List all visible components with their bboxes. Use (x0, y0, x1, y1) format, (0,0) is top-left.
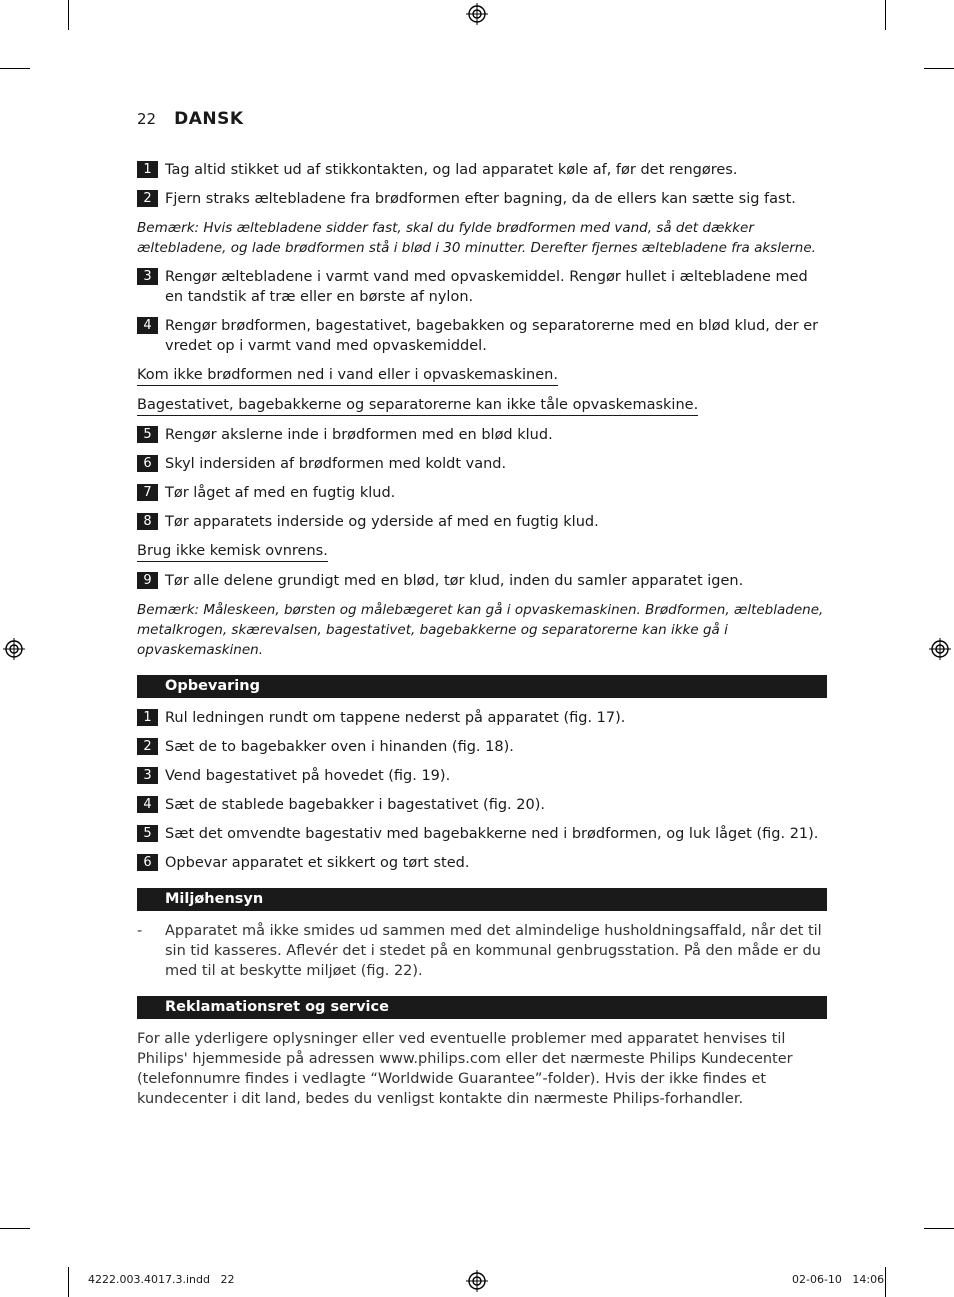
step-item (137, 454, 827, 474)
step-number: 1 (137, 709, 158, 726)
step-number: 5 (137, 426, 158, 443)
footer-date: 02-06-10 14:06 (792, 1273, 885, 1286)
step-text: Tag altid stikket ud af stikkontakten, og lad apparatet køle af, før det rengøres. (165, 162, 738, 178)
step-text: Rengør akslerne inde i brødformen med en blød klud. (165, 427, 553, 443)
crop-mark (68, 0, 69, 30)
step-number: 3 (137, 268, 158, 285)
step-number: 8 (137, 513, 158, 530)
bullet-text: Apparatet må ikke smides ud sammen med det almindelige husholdningsaffald, når det til sin tid kasseres. Aflevér det i stedet på en kommunal genbrugsstation. På den måde er du med til at beskytte miljøet (fig. 22). (165, 923, 822, 979)
crop-mark (924, 68, 954, 69)
step-item (137, 512, 827, 532)
step-text: Tør låget af med en fugtig klud. (165, 485, 396, 501)
step-item (137, 425, 827, 445)
page-header (137, 109, 244, 129)
step-text: Rul ledningen rundt om tappene nederst på apparatet (fig. 17). (165, 710, 626, 726)
step-item (137, 824, 827, 844)
warning-block (137, 365, 827, 395)
step-number: 9 (137, 572, 158, 589)
crop-mark (0, 1228, 30, 1229)
step-item (137, 766, 827, 786)
step-number: 5 (137, 825, 158, 842)
step-item (137, 316, 827, 356)
registration-mark-icon (3, 638, 25, 660)
step-text: Skyl indersiden af brødformen med koldt vand. (165, 456, 507, 472)
section-heading-storage: Opbevaring (137, 675, 827, 698)
step-text: Tør alle delene grundigt med en blød, tør klud, inden du samler apparatet igen. (165, 573, 744, 589)
step-text: Tør apparatets inderside og yderside af med en fugtig klud. (165, 514, 599, 530)
step-number: 2 (137, 190, 158, 207)
page-language: DANSK (174, 109, 244, 129)
crop-mark (885, 0, 886, 30)
step-item (137, 160, 827, 180)
step-text: Sæt det omvendte bagestativ med bagebakkerne ned i brødformen, og luk låget (fig. 21). (165, 826, 819, 842)
registration-mark-icon (466, 1270, 488, 1292)
page-content (137, 160, 827, 1109)
step-text: Rengør æltebladene i varmt vand med opvaskemiddel. Rengør hullet i æltebladene med en tandstik af træ eller en børste af nylon. (165, 269, 808, 305)
step-item (137, 853, 827, 873)
registration-mark-icon (929, 638, 951, 660)
step-item (137, 267, 827, 307)
warning-block (137, 541, 827, 571)
step-number: 7 (137, 484, 158, 501)
step-number: 1 (137, 161, 158, 178)
note-text: Bemærk: Hvis æltebladene sidder fast, skal du fylde brødformen med vand, så det dækker æltebladene, og lade brødformen stå i blød i 30 minutter. Derefter fjernes æltebladene fra akslerne. (137, 220, 816, 256)
step-number: 4 (137, 796, 158, 813)
crop-mark (924, 1228, 954, 1229)
step-text: Vend bagestativet på hovedet (fig. 19). (165, 768, 451, 784)
warning-block (137, 395, 827, 425)
crop-mark (68, 1267, 69, 1297)
crop-mark (0, 68, 30, 69)
note-text: Bemærk: Måleskeen, børsten og målebægeret kan gå i opvaskemaskinen. Brødformen, æltebladene, metalkrogen, skærevalsen, bagestativet, bagebakkerne og separatorerne kan ikke gå i opvaskemaskinen. (137, 602, 824, 658)
step-text: Rengør brødformen, bagestativet, bagebakken og separatorerne med en blød klud, der er vredet op i varmt vand med opvaskemiddel. (165, 318, 819, 354)
list-item (137, 921, 827, 981)
warning-text: Bagestativet, bagebakkerne og separatorerne kan ikke tåle opvaskemaskine. (137, 396, 698, 416)
step-number: 6 (137, 854, 158, 871)
step-item (137, 483, 827, 503)
step-item (137, 737, 827, 757)
step-text: Sæt de stablede bagebakker i bagestativet (fig. 20). (165, 797, 545, 813)
warning-text: Brug ikke kemisk ovnrens. (137, 542, 328, 562)
crop-mark (885, 1267, 886, 1297)
page-number: 22 (137, 110, 157, 128)
step-item (137, 571, 827, 591)
step-number: 4 (137, 317, 158, 334)
bullet-mark: - (137, 923, 143, 939)
step-item (137, 708, 827, 728)
step-text: Sæt de to bagebakker oven i hinanden (fig. 18). (165, 739, 514, 755)
footer-file-info: 4222.003.4017.3.indd 22 (88, 1273, 235, 1286)
step-number: 2 (137, 738, 158, 755)
step-text: Opbevar apparatet et sikkert og tørt sted. (165, 855, 470, 871)
step-text: Fjern straks æltebladene fra brødformen efter bagning, da de ellers kan sætte sig fast. (165, 191, 796, 207)
service-paragraph: For alle yderligere oplysninger eller ved eventuelle problemer med apparatet henvises til Philips' hjemmeside på adressen www.philips.com eller det nærmeste Philips Kundecenter (telefonnumre findes i vedlagte “Worldwide Guarantee”-folder). Hvis der ikke findes et kundecenter i dit land, bedes du venligst kontakte din nærmeste Philips-forhandler. (137, 1031, 793, 1107)
section-heading-environment: Miljøhensyn (137, 888, 827, 911)
step-item (137, 795, 827, 815)
step-item (137, 189, 827, 209)
step-number: 3 (137, 767, 158, 784)
step-number: 6 (137, 455, 158, 472)
warning-text: Kom ikke brødformen ned i vand eller i opvaskemaskinen. (137, 366, 558, 386)
section-heading-service: Reklamationsret og service (137, 996, 827, 1019)
registration-mark-icon (466, 3, 488, 25)
